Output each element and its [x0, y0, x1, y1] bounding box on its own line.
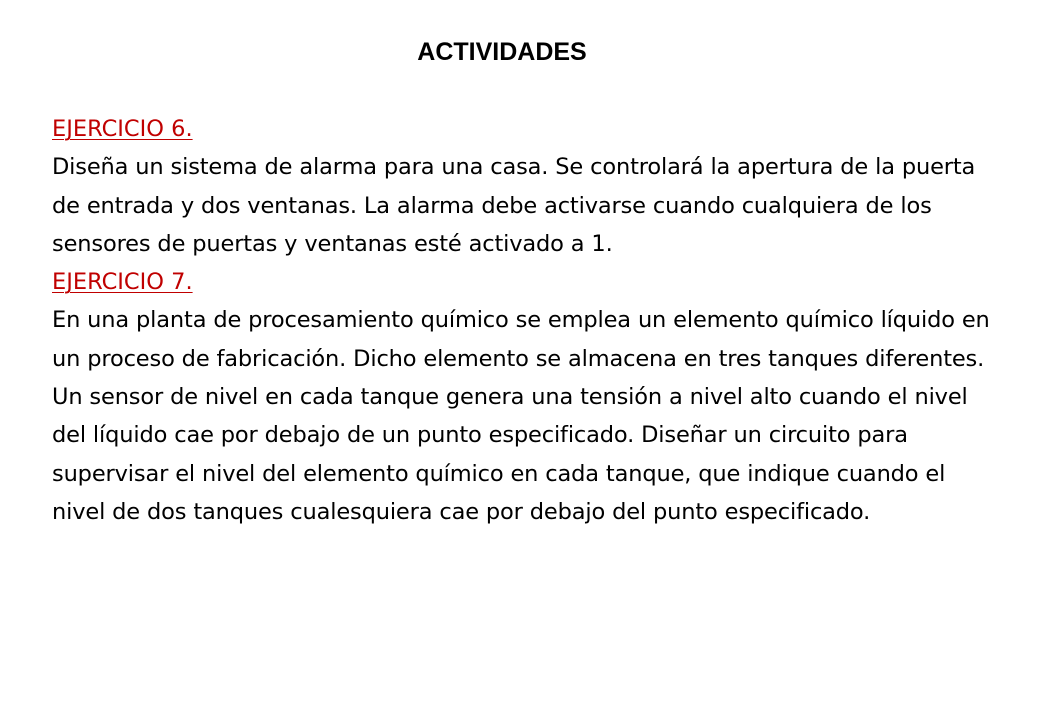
- exercise-6-text: Diseña un sistema de alarma para una casa. Se controlará la apertura de la puerta de entrada y dos ventanas. La alarma debe activarse cuando cualquiera de los sensores de puertas y ventanas esté activado a 1.: [52, 154, 976, 257]
- exercise-7-heading: EJERCICIO 7.: [52, 269, 193, 296]
- exercise-7: [52, 263, 992, 531]
- exercise-7-text: En una planta de procesamiento químico se emplea un elemento químico líquido en un proceso de fabricación. Dicho elemento se almacena en tres tanques diferentes. Un sensor de nivel en cada tanque genera una tensión a nivel alto cuando el nivel del líquido cae por debajo de un punto especificado. Diseñar un circuito para supervisar el nivel del elemento químico en cada tanque, que indique cuando el nivel de dos tanques cualesquiera cae por debajo del punto especificado.: [52, 307, 990, 525]
- slide-content: [52, 110, 992, 531]
- slide-title: ACTIVIDADES: [417, 38, 587, 66]
- exercise-6-heading: EJERCICIO 6.: [52, 116, 193, 142]
- exercise-6: [52, 110, 992, 263]
